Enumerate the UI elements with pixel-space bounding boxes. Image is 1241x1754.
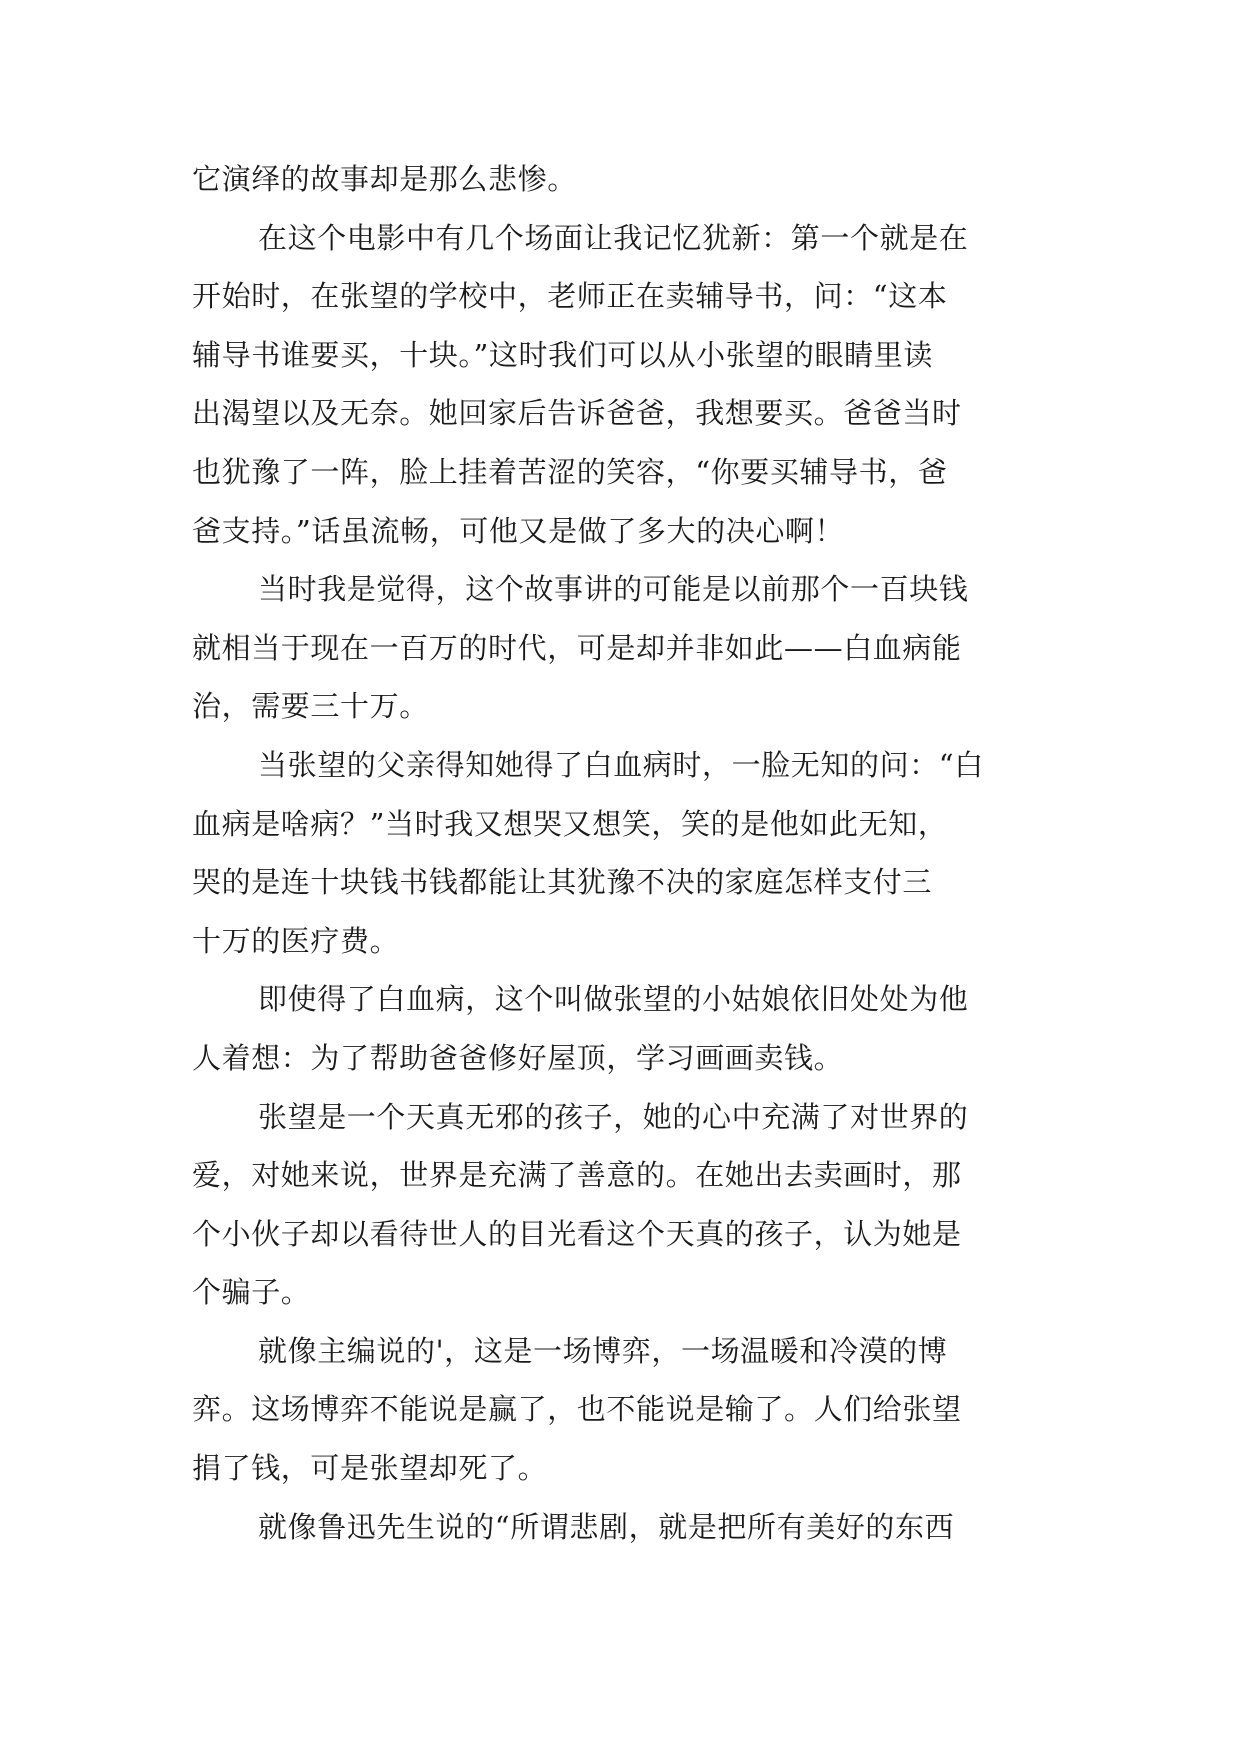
text-line: 爸支持。”话虽流畅，可他又是做了多大的决心啊！: [192, 513, 845, 548]
paragraph-first-line: 当时我是觉得，这个故事讲的可能是以前那个一百块钱: [258, 572, 969, 607]
text-line: 治，需要三十万。: [192, 689, 429, 724]
paragraph-first-line: 在这个电影中有几个场面让我记忆犹新：第一个就是在: [258, 220, 969, 255]
essay-body-text: [192, 150, 1052, 1556]
text-line: 开始时，在张望的学校中，老师正在卖辅导书，问：“这本: [192, 279, 948, 314]
text-line: 爱，对她来说，世界是充满了善意的。在她出去卖画时，那: [192, 1158, 962, 1193]
text-line: 弈。这场博弈不能说是赢了，也不能说是输了。人们给张望: [192, 1392, 962, 1427]
paragraph-first-line: 当张望的父亲得知她得了白血病时，一脸无知的问：“白: [258, 747, 984, 782]
text-line: 十万的医疗费。: [192, 923, 400, 958]
text-line: 也犹豫了一阵，脸上挂着苦涩的笑容，“你要买辅导书，爸: [192, 454, 948, 489]
text-line: 出渴望以及无奈。她回家后告诉爸爸，我想要买。爸爸当时: [192, 396, 962, 431]
text-line: 捐了钱，可是张望却死了。: [192, 1451, 548, 1486]
text-line: 个骗子。: [192, 1275, 311, 1310]
text-line: 人着想：为了帮助爸爸修好屋顶，学习画画卖钱。: [192, 1040, 844, 1075]
paragraph-first-line: 张望是一个天真无邪的孩子，她的心中充满了对世界的: [258, 1099, 969, 1134]
text-line: 辅导书谁要买，十块。”这时我们可以从小张望的眼睛里读: [192, 337, 933, 372]
paragraph-first-line: 就像主编说的'，这是一场博弈，一场温暖和冷漠的博: [258, 1333, 948, 1368]
text-line: 血病是啥病？”当时我又想哭又想笑，笑的是他如此无知，: [192, 806, 948, 841]
text-line: 个小伙子却以看待世人的目光看这个天真的孩子，认为她是: [192, 1216, 962, 1251]
paragraph-first-line: 即使得了白血病，这个叫做张望的小姑娘依旧处处为他: [258, 982, 969, 1017]
text-line: 就相当于现在一百万的时代，可是却并非如此——白血病能: [192, 630, 962, 665]
text-line: 它演绎的故事却是那么悲惨。: [192, 162, 577, 196]
text-line: 哭的是连十块钱书钱都能让其犹豫不决的家庭怎样支付三: [192, 865, 933, 900]
paragraph-first-line: 就像鲁迅先生说的“所谓悲剧，就是把所有美好的东西: [258, 1509, 955, 1544]
